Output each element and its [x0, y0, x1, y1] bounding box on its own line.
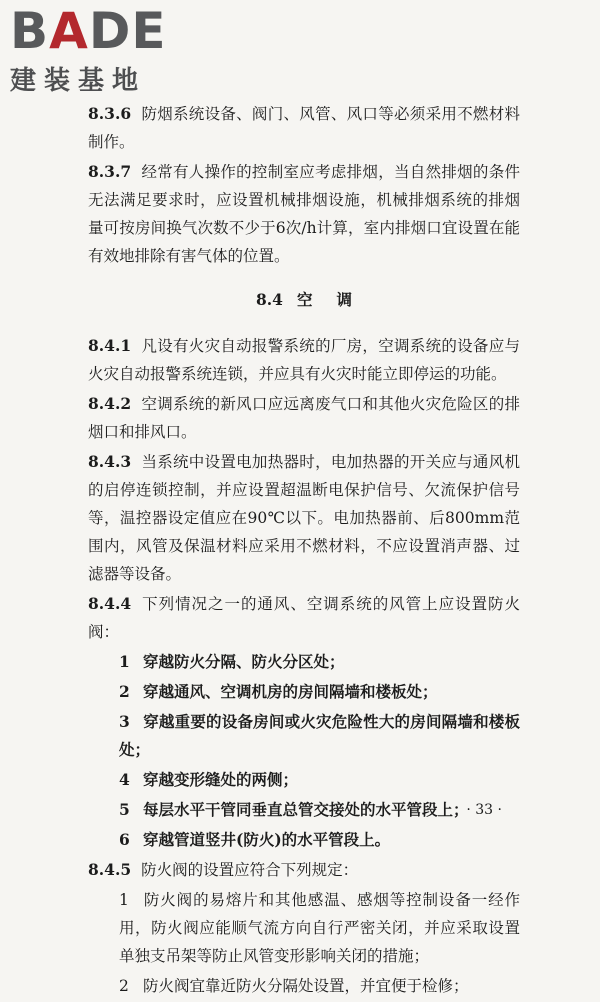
clause-number: 8.4.1: [88, 336, 132, 355]
item-number: 2: [119, 682, 130, 701]
item-number: 1: [119, 652, 130, 671]
logo-letters-de: DE: [88, 2, 167, 60]
item-number: 3: [119, 712, 130, 731]
list-item: [88, 826, 520, 854]
clause-text: 下列情况之一的通风、空调系统的风管上应设置防火阀：: [88, 595, 520, 641]
clause-8-3-6: [88, 100, 520, 156]
list-item: [88, 972, 520, 1000]
clause-8-4-3: [88, 448, 520, 588]
clause-text: 凡设有火灾自动报警系统的厂房，空调系统的设备应与火灾自动报警系统连锁，并应具有火灾时能立即停运的功能。: [88, 337, 520, 383]
item-number: 2: [119, 977, 129, 995]
clause-text: 空调系统的新风口应远离废气口和其他火灾危险区的排烟口和排风口。: [88, 395, 520, 441]
page-number: · 33 ·: [466, 802, 502, 818]
section-number: 8.4: [256, 290, 283, 309]
list-item: [88, 648, 520, 676]
clause-number: 8.4.5: [88, 860, 132, 879]
clause-8-3-7: [88, 158, 520, 270]
clause-text: 防火阀的设置应符合下列规定：: [141, 861, 359, 879]
clause-8-4-1: [88, 332, 520, 388]
list-item: [88, 796, 520, 824]
clause-8-4-4: [88, 590, 520, 646]
list-item: [88, 678, 520, 706]
item-text: 穿越变形缝处的两侧；: [143, 770, 299, 789]
site-logo: [10, 2, 180, 97]
logo-letter-b: B: [10, 2, 50, 60]
clause-number: 8.3.6: [88, 104, 132, 123]
item-text: 每层水平干管同垂直总管交接处的水平管段上；: [143, 800, 469, 819]
list-item: [88, 886, 520, 970]
list-item: [88, 708, 520, 764]
item-text: 穿越通风、空调机房的房间隔墙和楼板处；: [143, 682, 438, 701]
item-number: 5: [119, 800, 130, 819]
item-number: 4: [119, 770, 130, 789]
clause-number: 8.4.3: [88, 452, 132, 471]
clause-number: 8.4.4: [88, 594, 132, 613]
clause-number: 8.3.7: [88, 162, 132, 181]
logo-wordmark: [10, 2, 180, 60]
item-text: 穿越重要的设备房间或火灾危险性大的房间隔墙和楼板处；: [119, 712, 520, 759]
logo-subtitle: 建装基地: [10, 66, 147, 96]
item-text: 穿越防火分隔、防火分区处；: [143, 652, 345, 671]
clause-text: 经常有人操作的控制室应考虑排烟，当自然排烟的条件无法满足要求时，应设置机械排烟设施，机械排烟系统的排烟量可按房间换气次数不少于6次/h计算，室内排烟口宜设置在能有效地排除有害气体的位置。: [88, 163, 520, 265]
logo-letter-a: A: [49, 2, 89, 60]
clause-text: 防烟系统设备、阀门、风管、风口等必须采用不燃材料制作。: [88, 105, 520, 151]
section-title-char-1: 空: [296, 290, 313, 309]
clause-text: 当系统中设置电加热器时，电加热器的开关应与通风机的启停连锁控制，并应设置超温断电保护信号、欠流保护信号等，温控器设定值应在90℃以下。电加热器前、后800mm范围内，风管及保温材料应采用不燃材料，不应设置消声器、过滤器等设备。: [88, 453, 520, 583]
clause-number: 8.4.2: [88, 394, 132, 413]
section-title-char-2: 调: [336, 290, 352, 309]
clause-8-4-5: [88, 856, 520, 884]
section-heading: [88, 286, 520, 314]
document-body: [88, 100, 520, 1002]
item-text: 穿越管道竖井(防火)的水平管段上。: [143, 830, 391, 849]
item-text: 防火阀宜靠近防火分隔处设置，并宜便于检修；: [143, 977, 469, 995]
item-number: 6: [119, 830, 130, 849]
item-text: 防火阀的易熔片和其他感温、感烟等控制设备一经作用，防火阀应能顺气流方向自行严密关闭，并应采取设置单独支吊架等防止风管变形影响关闭的措施；: [119, 891, 520, 965]
clause-8-4-2: [88, 390, 520, 446]
list-item: [88, 766, 520, 794]
item-number: 1: [119, 891, 129, 909]
